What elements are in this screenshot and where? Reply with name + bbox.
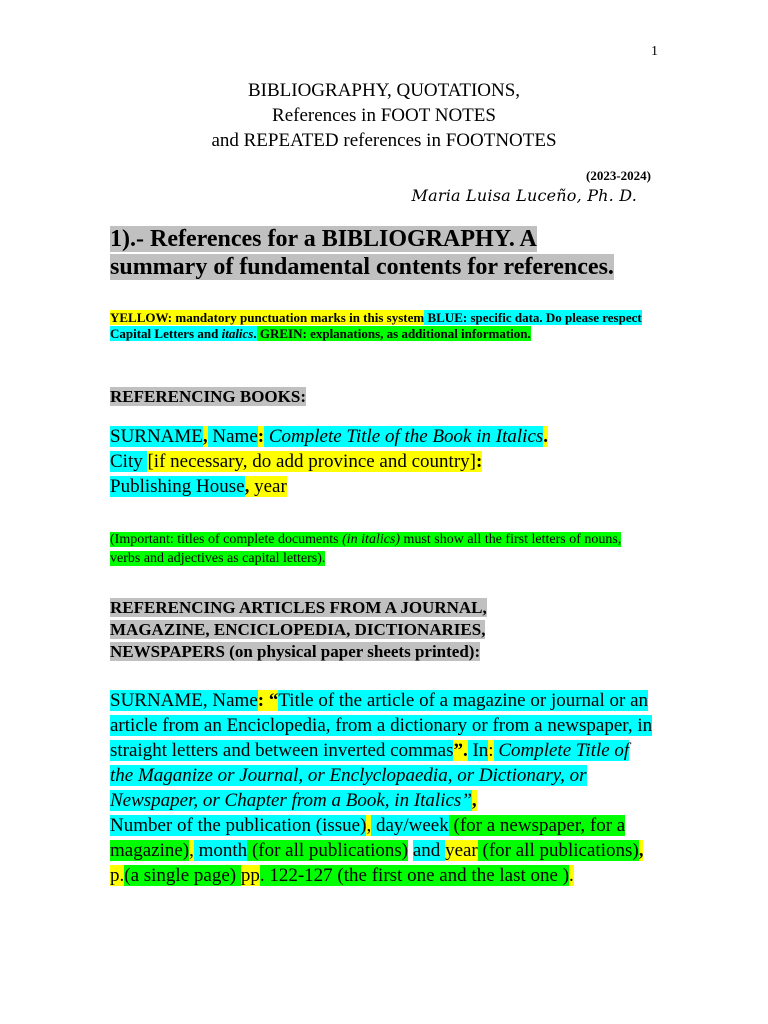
article-p-note: (a single page) bbox=[124, 865, 241, 886]
books-note-b: must show all the first letters of nouns, verbs and adjectives as capital letters). bbox=[110, 532, 622, 566]
article-p: p. bbox=[110, 865, 125, 886]
page-number: 1 bbox=[651, 44, 658, 59]
color-legend bbox=[110, 310, 655, 342]
article-title: Title of the article of a magazine or journal or an article from an Enciclopedia, from a dictionary or from a newspaper, in straight letters and between inverted commas bbox=[110, 690, 653, 761]
article-pp-range: . 122-127 bbox=[259, 865, 333, 886]
article-comma-b: , bbox=[366, 815, 372, 836]
book-reference-format bbox=[110, 424, 670, 499]
articles-heading-line-1: REFERENCING ARTICLES FROM A JOURNAL, bbox=[110, 598, 487, 617]
article-and: and bbox=[412, 840, 446, 861]
academic-year: (2023-2024) bbox=[586, 168, 651, 183]
article-issue: Number of the publication (issue) bbox=[110, 815, 367, 836]
book-surname: SURNAME bbox=[110, 426, 203, 447]
article-month: month bbox=[193, 840, 248, 861]
section-1-heading bbox=[110, 225, 670, 281]
book-comma: , bbox=[202, 426, 208, 447]
legend-yellow: YELLOW: mandatory punctuation marks in this system bbox=[110, 310, 425, 325]
book-name: Name bbox=[207, 426, 258, 447]
legend-blue-end: . bbox=[253, 326, 257, 341]
title-line-1: BIBLIOGRAPHY, QUOTATIONS, bbox=[247, 80, 521, 101]
legend-blue-text: BLUE: specific data. Do please respect Capital Letters and bbox=[110, 310, 642, 341]
article-dayweek: day/week bbox=[371, 815, 449, 836]
document-title bbox=[0, 78, 768, 153]
article-dayweek-note: (for a newspaper, for a magazine) bbox=[110, 815, 626, 861]
title-line-2: References in FOOT NOTES bbox=[272, 105, 496, 126]
article-pp: pp bbox=[240, 865, 260, 886]
article-pp-note: (the first one and the last one ) bbox=[332, 865, 570, 886]
section-1-heading-line-2: summary of fundamental contents for references. bbox=[110, 254, 614, 280]
books-note-text bbox=[110, 532, 621, 566]
article-year-note: (for all publications) bbox=[477, 840, 639, 861]
articles-heading-line-3: NEWSPAPERS (on physical paper sheets printed): bbox=[110, 642, 481, 661]
article-surname-name: SURNAME, Name bbox=[110, 690, 258, 711]
author: Maria Luisa Luceño, Ph. D. bbox=[411, 186, 637, 205]
legend-green: GREIN: explanations, as additional information. bbox=[256, 326, 531, 341]
article-comma-d: , bbox=[638, 840, 644, 861]
section-1-heading-line-1: 1).- References for a BIBLIOGRAPHY. A bbox=[110, 226, 537, 252]
book-publisher: Publishing House bbox=[110, 476, 245, 497]
article-close-quote: ”. bbox=[453, 740, 468, 761]
book-city: City bbox=[110, 451, 148, 472]
book-colon: : bbox=[257, 426, 265, 447]
legend-blue-italic: italics bbox=[221, 326, 254, 341]
article-comma-a: , bbox=[471, 790, 477, 811]
book-colon-2: : bbox=[476, 451, 483, 472]
articles-heading-line-2: MAGAZINE, ENCICLOPEDIA, DICTIONARIES, bbox=[110, 620, 486, 639]
article-end-period: . bbox=[569, 865, 574, 886]
articles-heading bbox=[110, 597, 487, 663]
books-heading bbox=[110, 386, 306, 408]
article-container-title: Complete Title of the Maganize or Journal, or Enclyclopaedia, or Dictionary, or Newspaper, or Chapter from a Book, in Italics” bbox=[110, 740, 630, 811]
article-month-note: (for all publications) bbox=[247, 840, 409, 861]
article-year: year bbox=[445, 840, 478, 861]
book-title: Complete Title of the Book in Italics bbox=[264, 426, 544, 447]
article-reference-format bbox=[110, 688, 655, 888]
books-note bbox=[110, 530, 655, 568]
book-comma-2: , bbox=[244, 476, 250, 497]
article-comma-c: , bbox=[189, 840, 194, 861]
title-line-3: and REPEATED references in FOOTNOTES bbox=[211, 130, 557, 151]
book-period: . bbox=[543, 426, 549, 447]
book-year: year bbox=[249, 476, 287, 497]
books-heading-text: REFERENCING BOOKS: bbox=[110, 387, 306, 406]
book-if-necessary: [if necessary, do add province and country] bbox=[147, 451, 476, 472]
books-note-italic: (in italics) bbox=[342, 532, 401, 547]
article-in-colon: : bbox=[488, 740, 494, 761]
books-note-a: (Important: titles of complete documents bbox=[110, 532, 343, 547]
article-colon-quote: : “ bbox=[257, 690, 279, 711]
article-in: In bbox=[467, 740, 489, 761]
